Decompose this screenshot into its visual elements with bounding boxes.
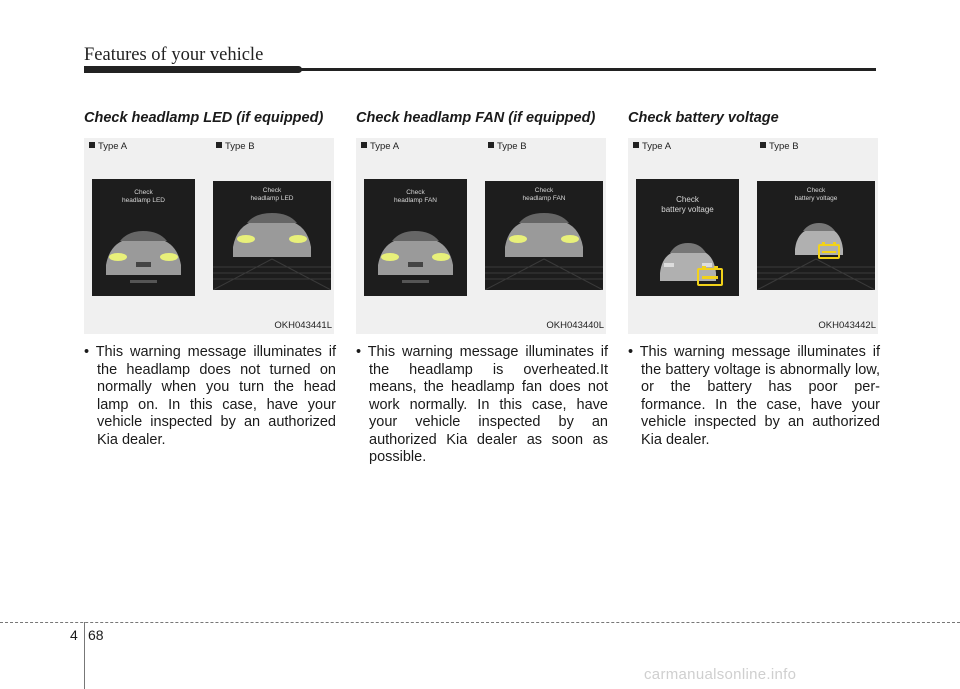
section-title: Check headlamp LED (if equipped) [84, 110, 324, 126]
bullet-square-icon [216, 142, 222, 148]
section-headlamp-fan [356, 110, 608, 467]
car-front-icon [213, 181, 331, 290]
type-b-label: Type B [769, 141, 799, 152]
screen-message: Check headlamp FAN [394, 189, 437, 204]
figure-battery-voltage [628, 138, 878, 334]
panel-type-a [84, 138, 207, 334]
type-b-label: Type B [225, 141, 255, 152]
bullet-square-icon [633, 142, 639, 148]
bullet-square-icon [488, 142, 494, 148]
type-a-label: Type A [370, 141, 400, 152]
cluster-screen [364, 179, 467, 296]
cluster-screen [92, 179, 195, 296]
section-headlamp-led [84, 110, 336, 449]
car-front-icon [364, 179, 467, 296]
section-body: • This warning message illuminates if the headlamp is overheated.It means, the headlamp fan does not work normally. In this case, have your vehicle inspected by an authorized Kia dealer as soon as possible. [356, 344, 608, 465]
screen-message: Check headlamp LED [122, 189, 165, 204]
panel-type-b [483, 138, 606, 334]
footer-divider [84, 622, 85, 689]
watermark: carmanualsonline.info [644, 666, 797, 683]
car-front-icon [92, 179, 195, 296]
panel-type-a [356, 138, 479, 334]
type-a-label: Type A [642, 141, 672, 152]
type-b-label: Type B [497, 141, 527, 152]
bullet-square-icon [361, 142, 367, 148]
screen-message: Check battery voltage [661, 195, 714, 214]
screen-message: Check headlamp FAN [522, 187, 566, 202]
figure-headlamp-fan [356, 138, 606, 334]
cluster-screen [757, 181, 875, 290]
car-rear-icon [636, 179, 739, 296]
chapter-number: 4 [70, 627, 78, 643]
car-rear-icon [757, 181, 875, 290]
section-title: Check headlamp FAN (if equipped) [356, 110, 596, 126]
panel-type-b [211, 138, 334, 334]
header-rule [84, 68, 876, 71]
figure-headlamp-led [84, 138, 334, 334]
screen-message: Check battery voltage [794, 187, 838, 202]
figure-code: OKH043440L [546, 320, 604, 331]
panel-type-a [628, 138, 751, 334]
cluster-screen [485, 181, 603, 290]
screen-message: Check headlamp LED [250, 187, 294, 202]
bullet-square-icon [89, 142, 95, 148]
panel-type-b [755, 138, 878, 334]
section-battery-voltage [628, 110, 880, 449]
car-front-icon [485, 181, 603, 290]
section-body: • This warning message illuminates if the battery voltage is abnormally low, or the battery has poor per-formance. In the case, have your vehicle inspected by an authorized Kia dealer. [628, 344, 880, 448]
cluster-screen [213, 181, 331, 290]
page-number: 68 [88, 627, 104, 643]
page-header-title: Features of your vehicle [84, 45, 264, 65]
section-body: • This warning message illuminates if the headlamp does not turned on normally when you turn the head lamp on. In this case, have your vehicle inspected by an authorized Kia dealer. [84, 344, 336, 448]
section-title: Check battery voltage [628, 110, 779, 126]
footer-rule [0, 622, 960, 623]
cluster-screen [636, 179, 739, 296]
figure-code: OKH043441L [274, 320, 332, 331]
figure-code: OKH043442L [818, 320, 876, 331]
type-a-label: Type A [98, 141, 128, 152]
bullet-square-icon [760, 142, 766, 148]
